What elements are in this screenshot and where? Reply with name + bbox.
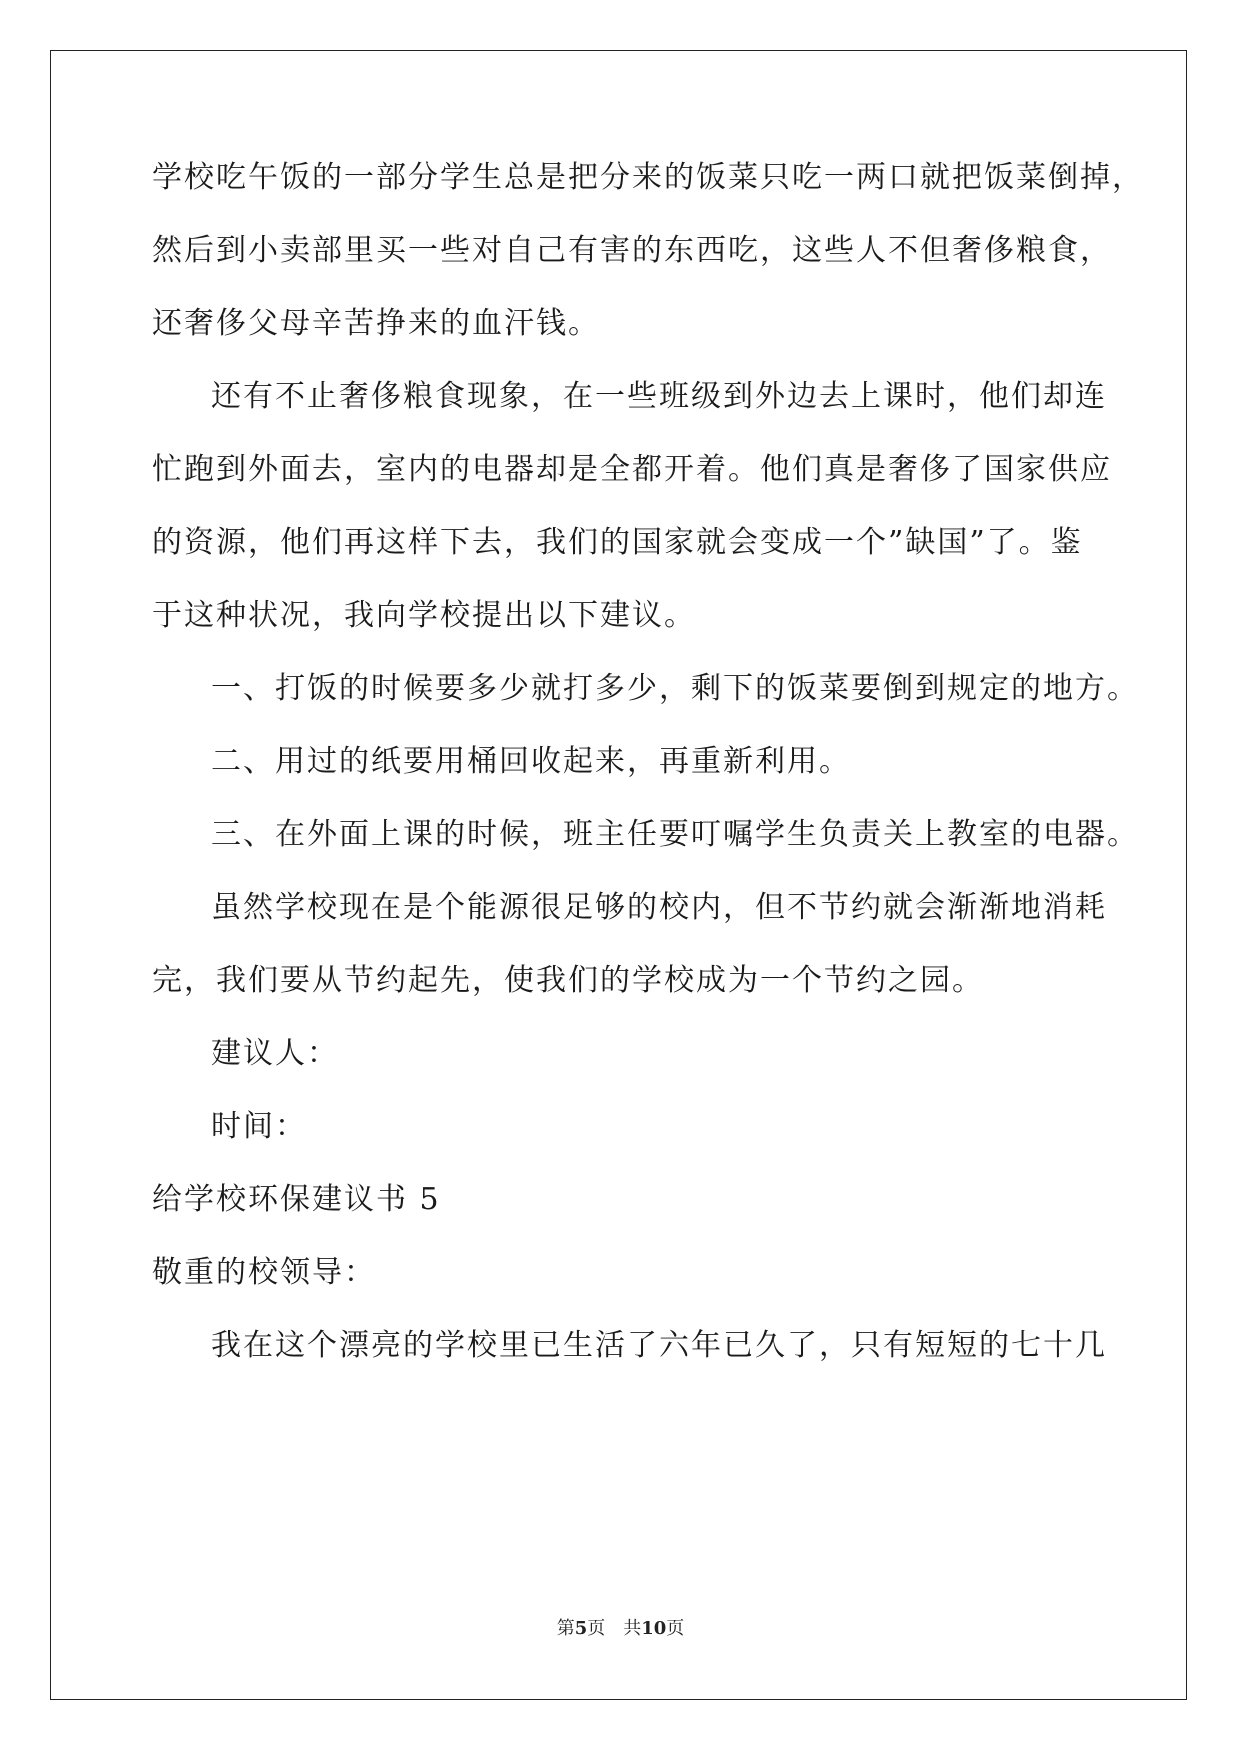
text-line: 学校吃午饭的一部分学生总是把分来的饭菜只吃一两口就把饭菜倒掉， [152,160,1144,195]
suggestion-item-2: 二、用过的纸要用桶回收起来，再重新利用。 [211,744,851,779]
paragraph-start: 还有不止奢侈粮食现象，在一些班级到外边去上课时，他们却连 [211,379,1107,414]
text-line: 完，我们要从节约起先，使我们的学校成为一个节约之园。 [152,963,984,998]
section-title: 给学校环保建议书 5 [152,1182,441,1217]
paragraph-start: 虽然学校现在是个能源很足够的校内，但不节约就会渐渐地消耗 [211,890,1107,925]
suggestion-item-1: 一、打饭的时候要多少就打多少，剩下的饭菜要倒到规定的地方。 [211,671,1139,706]
text-line: 忙跑到外面去，室内的电器却是全都开着。他们真是奢侈了国家供应 [152,452,1112,487]
text-line: 然后到小卖部里买一些对自己有害的东西吃，这些人不但奢侈粮食， [152,233,1112,268]
footer-suffix: 页 [666,1618,685,1639]
proposer-label: 建议人： [211,1036,339,1071]
footer-prefix: 第 [556,1618,575,1639]
text-line: 的资源，他们再这样下去，我们的国家就会变成一个”缺国”了。鉴 [152,525,1083,560]
text-line: 还奢侈父母辛苦挣来的血汗钱。 [152,306,600,341]
footer-total-pages: 10 [641,1618,667,1639]
text-line: 于这种状况，我向学校提出以下建议。 [152,598,696,633]
salutation: 敬重的校领导： [152,1255,376,1290]
paragraph-start: 我在这个漂亮的学校里已生活了六年已久了，只有短短的七十几 [211,1328,1107,1363]
suggestion-item-3: 三、在外面上课的时候，班主任要叮嘱学生负责关上教室的电器。 [211,817,1139,852]
page-footer [0,1617,1241,1641]
date-label: 时间： [211,1109,307,1144]
footer-mid: 页 共 [587,1618,642,1639]
footer-page-number: 5 [574,1618,588,1639]
page-border [50,50,1187,1700]
